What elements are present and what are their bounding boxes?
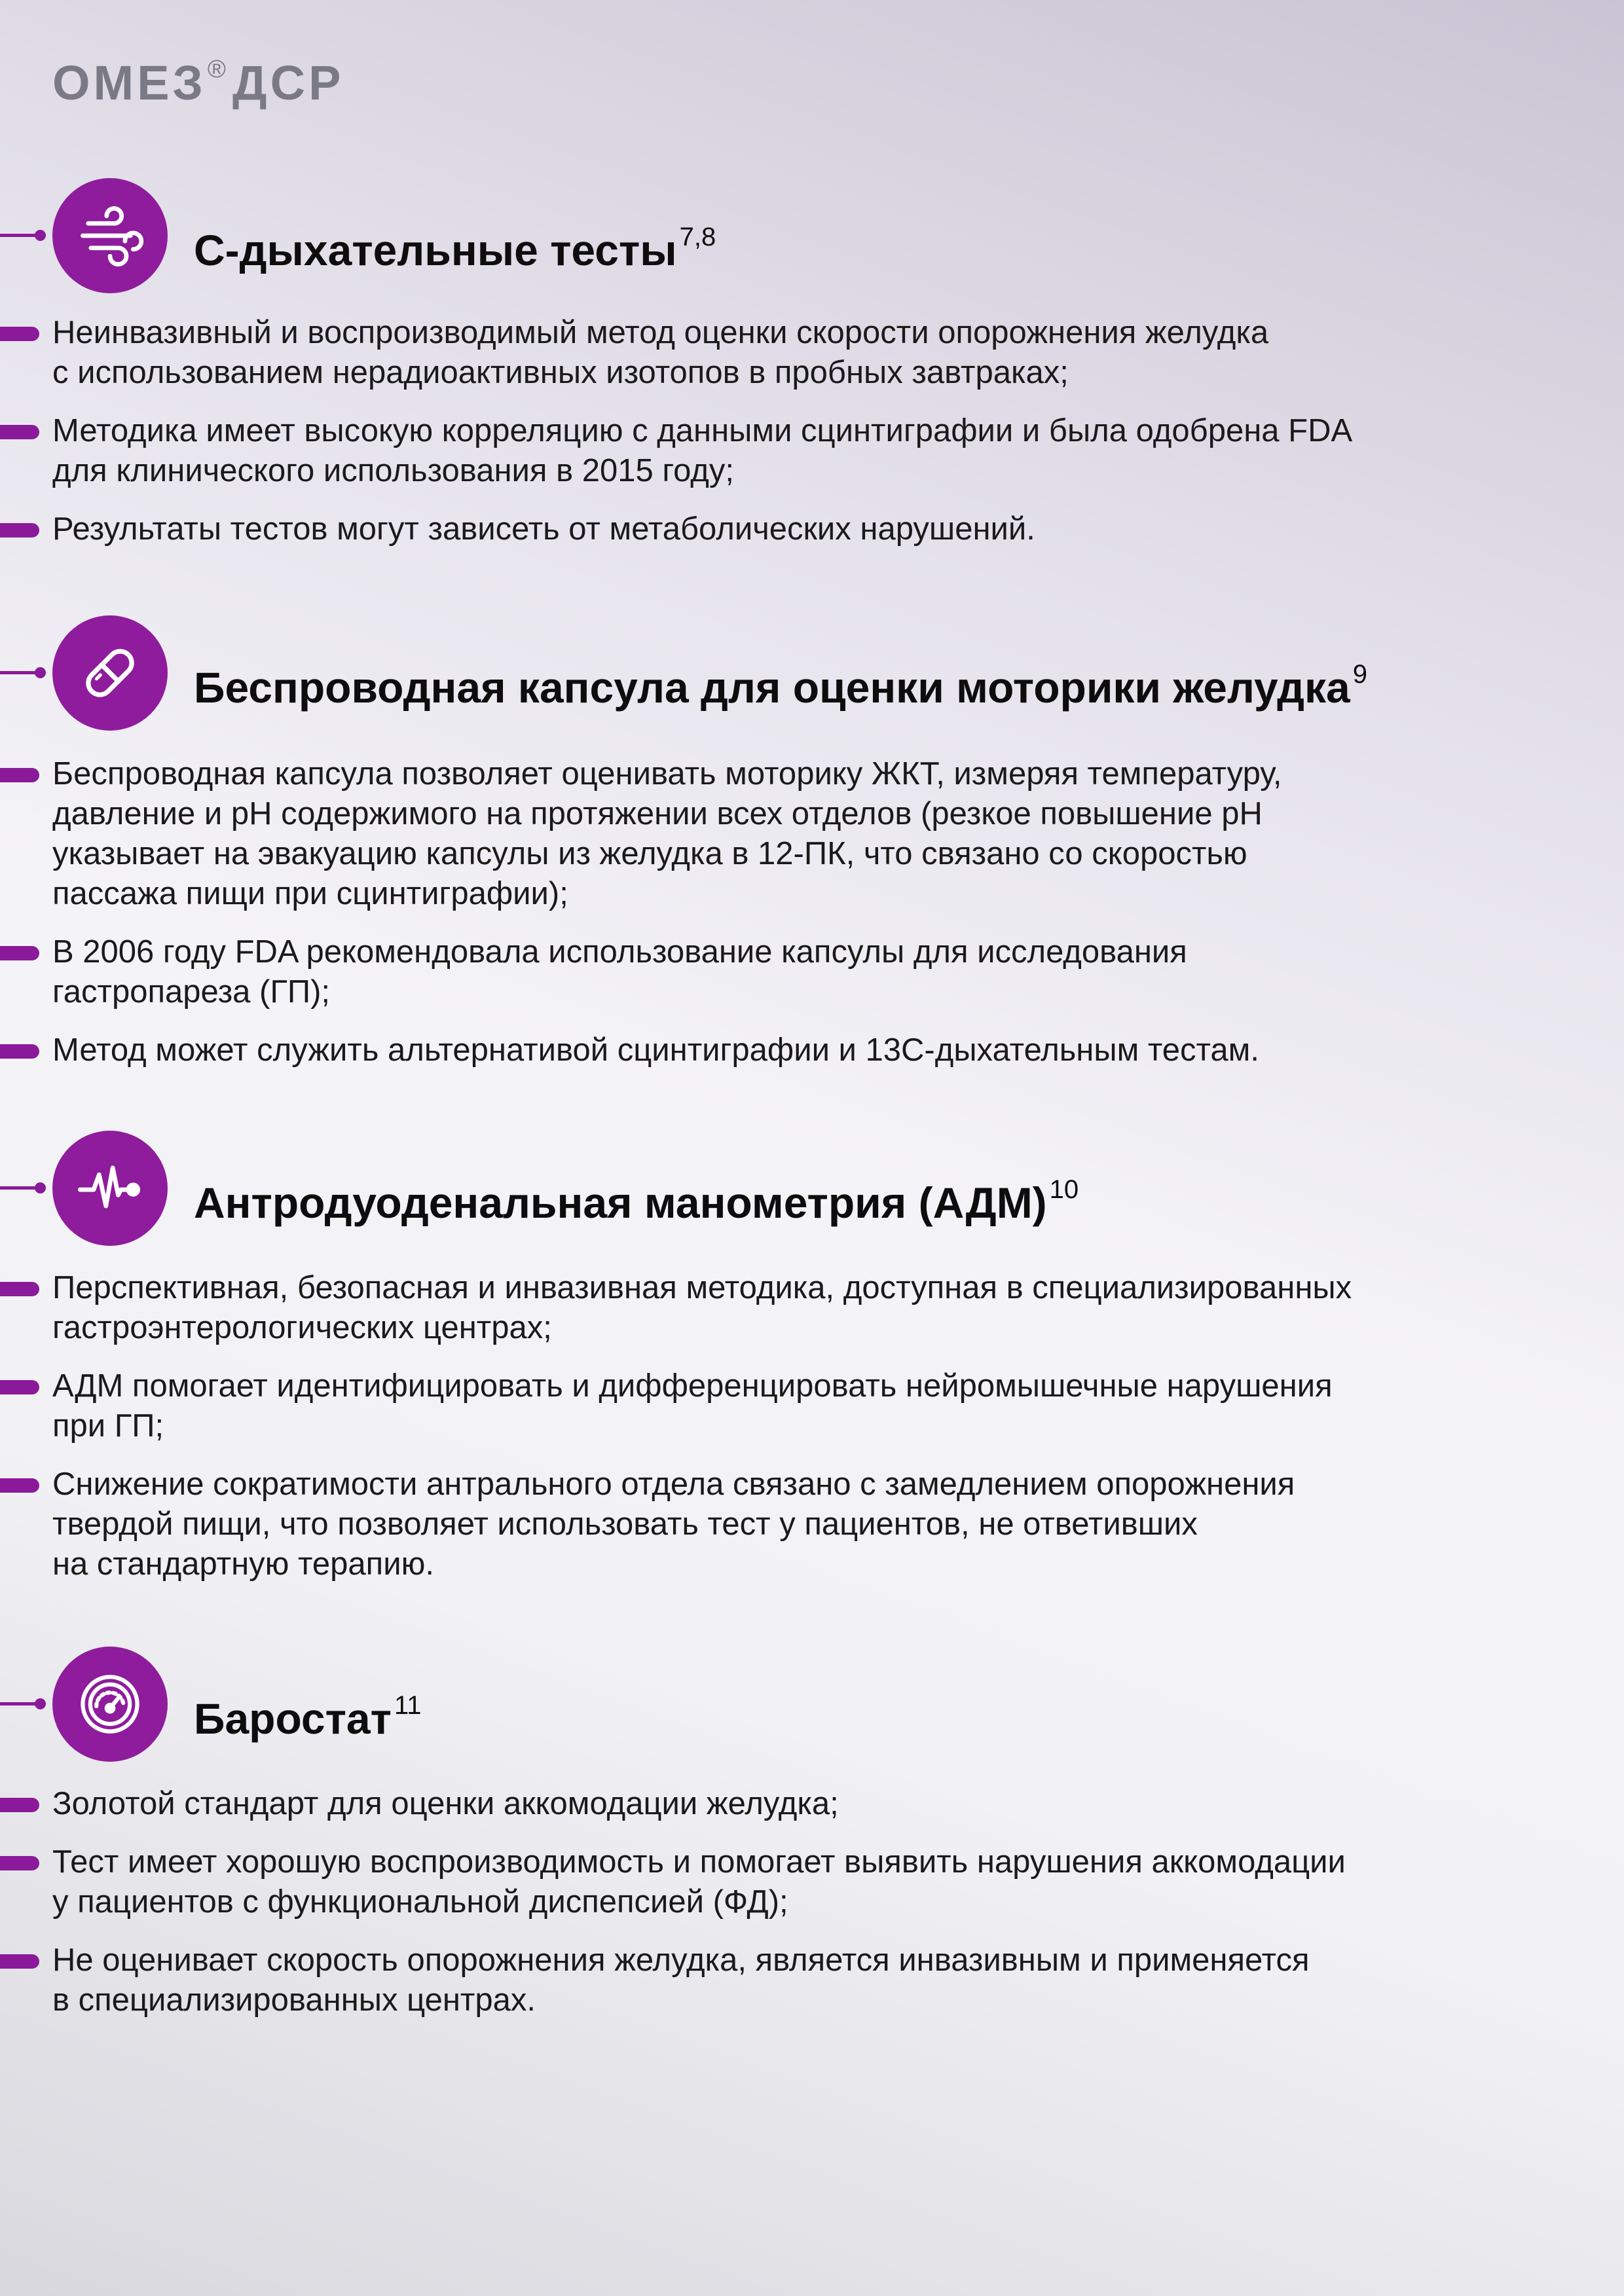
- bullet-item: В 2006 году FDA рекомендовала использование капсулы для исследования гастропареза (ГП);: [0, 932, 1624, 1012]
- section-header: [0, 178, 1624, 293]
- bullet-item: АДМ помогает идентифицировать и дифференцировать нейромышечные нарушения при ГП;: [0, 1366, 1624, 1446]
- reference-number: 11: [394, 1691, 422, 1720]
- bullet-item: Метод может служить альтернативой сцинтиграфии и 13С-дыхательным тестам.: [0, 1030, 1624, 1070]
- section-header: [0, 615, 1624, 731]
- section-breath-tests: [0, 178, 1624, 549]
- bullet-item: Тест имеет хорошую воспроизводимость и помогает выявить нарушения аккомодации у пациентов с функциональной диспепсией (ФД);: [0, 1842, 1624, 1922]
- bullet-list: [0, 1268, 1624, 1584]
- section-header: [0, 1647, 1624, 1762]
- section-title: Баростат $^{11}$: [194, 1691, 422, 1743]
- bullet-list: [0, 1784, 1624, 2020]
- gauge-icon: [52, 1647, 168, 1762]
- bullet-list: [0, 313, 1624, 549]
- bullet-item: Беспроводная капсула позволяет оценивать моторику ЖКТ, измеряя температуру, давление и pH содержимого на протяжении всех отделов (резкое повышение pH указывает на эвакуацию капсулы из желудка в 12-ПК, что связано со скоростью пассажа пищи при сцинтиграфии);: [0, 754, 1624, 914]
- reference-number: 10: [1049, 1175, 1079, 1204]
- brand-name: ОМЕЗ: [52, 56, 206, 110]
- section-manometry: [0, 1131, 1624, 1584]
- bullet-list: [0, 754, 1624, 1070]
- brand-suffix: ДСР: [232, 56, 344, 110]
- bullet-item: Неинвазивный и воспроизводимый метод оценки скорости опорожнения желудка с использованием нерадиоактивных изотопов в пробных завтраках;: [0, 313, 1624, 393]
- section-barostat: [0, 1647, 1624, 2020]
- reference-number: 9: [1352, 660, 1367, 689]
- section-wireless-capsule: [0, 615, 1624, 1070]
- connector-line: [0, 671, 42, 674]
- breath-icon: [52, 178, 168, 293]
- connector-line: [0, 1186, 42, 1190]
- bullet-item: Снижение сократимости антрального отдела связано с замедлением опорожнения твердой пищи, что позволяет использовать тест у пациентов, не ответивших на стандартную терапию.: [0, 1465, 1624, 1584]
- section-title: С-дыхательные тесты $^{7,8}$: [194, 223, 716, 274]
- bullet-item: Перспективная, безопасная и инвазивная методика, доступная в специализированных гастроэнтерологических центрах;: [0, 1268, 1624, 1348]
- connector-line: [0, 1702, 42, 1705]
- pulse-icon: [52, 1131, 168, 1246]
- section-title: Антродуоденальная манометрия (АДМ) $^{10}$: [194, 1175, 1079, 1227]
- capsule-icon: [52, 615, 168, 731]
- section-title: Беспроводная капсула для оценки моторики желудка $^9$: [194, 660, 1367, 712]
- registered-mark: ®: [207, 56, 226, 83]
- section-header: [0, 1131, 1624, 1246]
- bullet-item: Золотой стандарт для оценки аккомодации желудка;: [0, 1784, 1624, 1824]
- brand-logo: [52, 55, 344, 111]
- connector-line: [0, 234, 42, 237]
- reference-number: 7,8: [679, 223, 716, 251]
- bullet-item: Не оценивает скорость опорожнения желудка, является инвазивным и применяется в специализированных центрах.: [0, 1941, 1624, 2020]
- bullet-item: Методика имеет высокую корреляцию с данными сцинтиграфии и была одобрена FDA для клинического использования в 2015 году;: [0, 411, 1624, 491]
- bullet-item: Результаты тестов могут зависеть от метаболических нарушений.: [0, 509, 1624, 549]
